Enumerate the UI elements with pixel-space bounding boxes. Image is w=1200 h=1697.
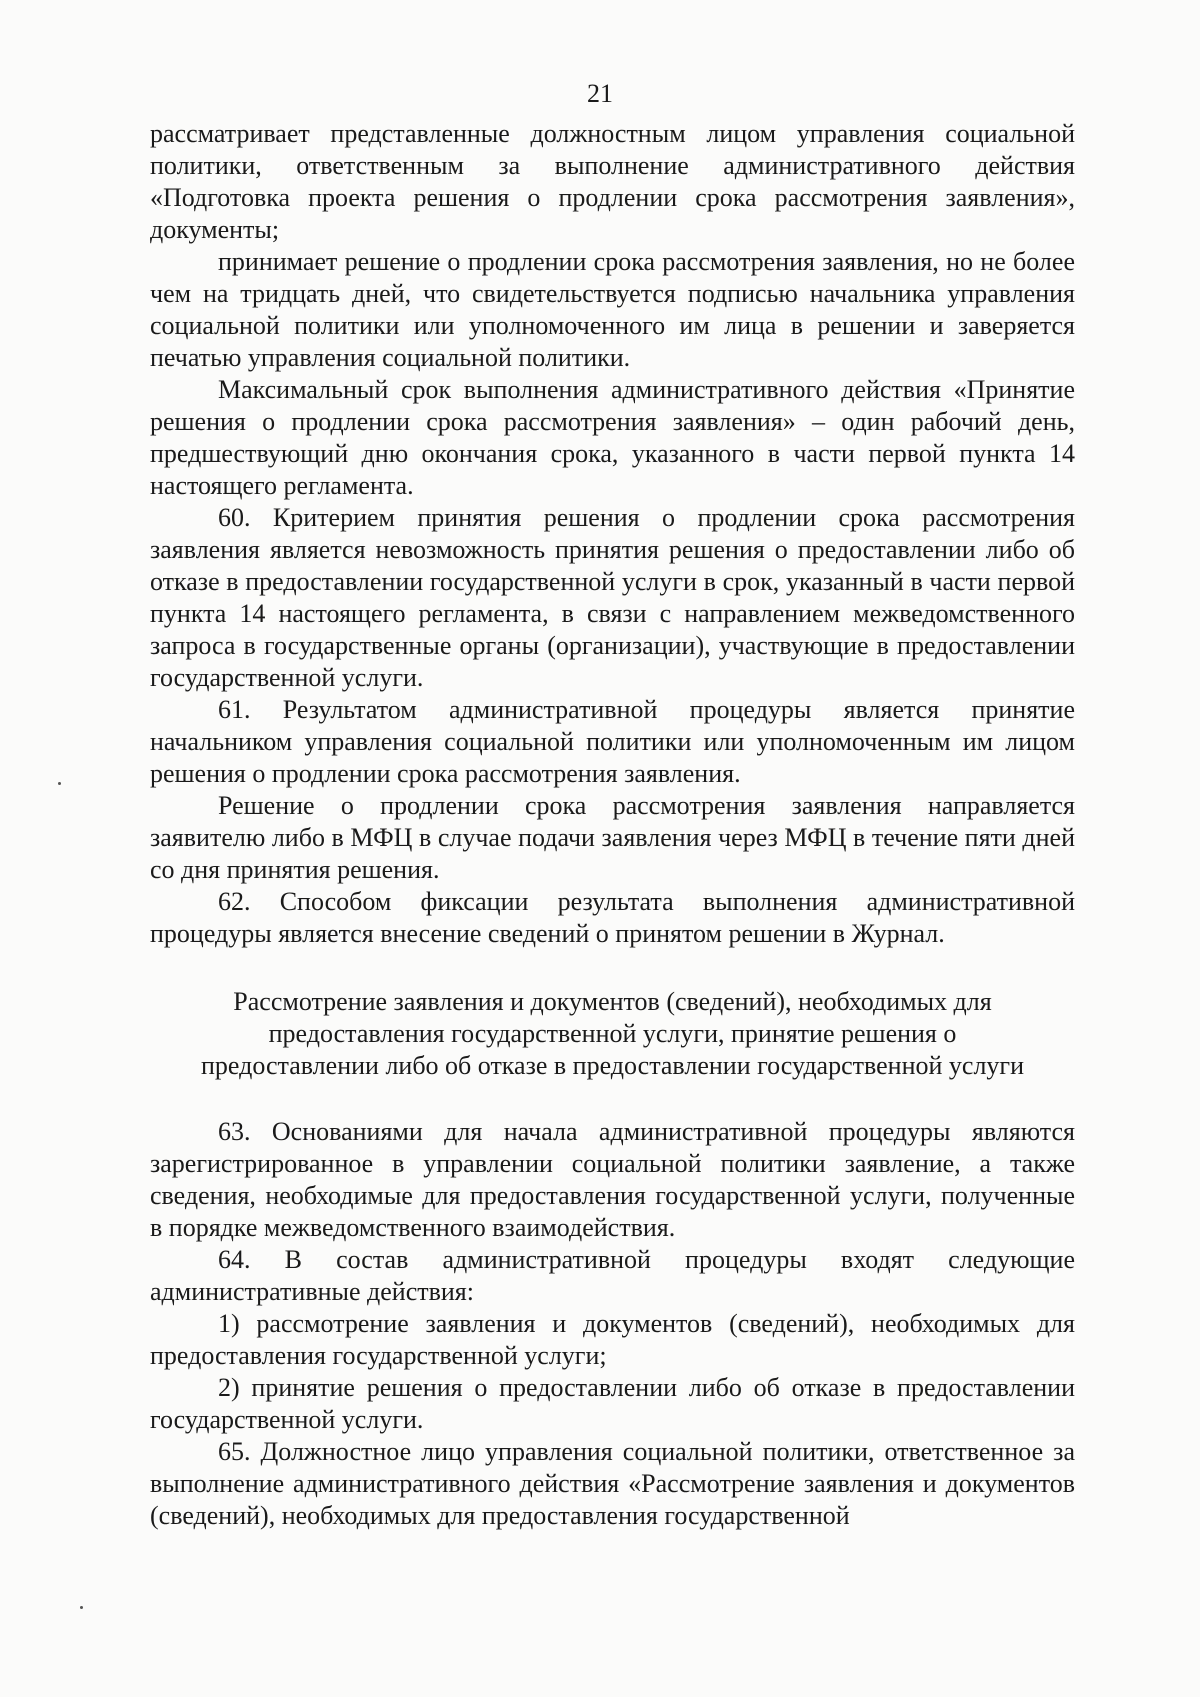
page-number: 21 bbox=[587, 79, 613, 108]
paragraph-64: 64. В состав административной процедуры входят следующие административные действия: bbox=[150, 1245, 1075, 1306]
section-heading: Рассмотрение заявления и документов (сведений), необходимых для предоставления государственной услуги, принятие решения о предоставлении либо об отказе в предоставлении государственной услуги bbox=[201, 987, 1024, 1080]
document-body bbox=[150, 118, 1075, 1532]
list-item-2: 2) принятие решения о предоставлении либо об отказе в предоставлении государственной услуги. bbox=[150, 1373, 1075, 1434]
list-item-1: 1) рассмотрение заявления и документов (сведений), необходимых для предоставления государственной услуги; bbox=[150, 1309, 1075, 1370]
paragraph-61: 61. Результатом административной процедуры является принятие начальником управления социальной политики или уполномоченным им лицом решения о продлении срока рассмотрения заявления. bbox=[150, 695, 1075, 788]
paragraph-62: 62. Способом фиксации результата выполнения административной процедуры является внесение сведений о принятом решении в Журнал. bbox=[150, 887, 1075, 948]
paragraph-review-documents: рассматривает представленные должностным лицом управления социальной политики, ответственным за выполнение административного действия «Подготовка проекта решения о продлении срока рассмотрения заявления», документы; bbox=[150, 119, 1075, 244]
paragraph-extension-decision: принимает решение о продлении срока рассмотрения заявления, но не более чем на тридцать дней, что свидетельствуется подписью начальника управления социальной политики или уполномоченного им лица в решении и заверяется печатью управления социальной политики. bbox=[150, 247, 1075, 372]
scan-speck bbox=[80, 1606, 83, 1609]
paragraph-max-term: Максимальный срок выполнения административного действия «Принятие решения о продлении срока рассмотрения заявления» – один рабочий день, предшествующий дню окончания срока, указанного в части первой пункта 14 настоящего регламента. bbox=[150, 375, 1075, 500]
paragraph-63: 63. Основаниями для начала административной процедуры являются зарегистрированное в управлении социальной политики заявление, а также сведения, необходимые для предоставления государственной услуги, полученные в порядке межведомственного взаимодействия. bbox=[150, 1117, 1075, 1242]
paragraph-60: 60. Критерием принятия решения о продлении срока рассмотрения заявления является невозможность принятия решения о предоставлении либо об отказе в предоставлении государственной услуги в срок, указанный в части первой пункта 14 настоящего регламента, в связи с направлением межведомственного запроса в государственные органы (организации), участвующие в предоставлении государственной услуги. bbox=[150, 503, 1075, 692]
paragraph-decision-sent: Решение о продлении срока рассмотрения заявления направляется заявителю либо в МФЦ в случае подачи заявления через МФЦ в течение пяти дней со дня принятия решения. bbox=[150, 791, 1075, 884]
paragraph-65: 65. Должностное лицо управления социальной политики, ответственное за выполнение административного действия «Рассмотрение заявления и документов (сведений), необходимых для предоставления государственной bbox=[150, 1437, 1075, 1530]
scan-speck bbox=[58, 782, 61, 785]
